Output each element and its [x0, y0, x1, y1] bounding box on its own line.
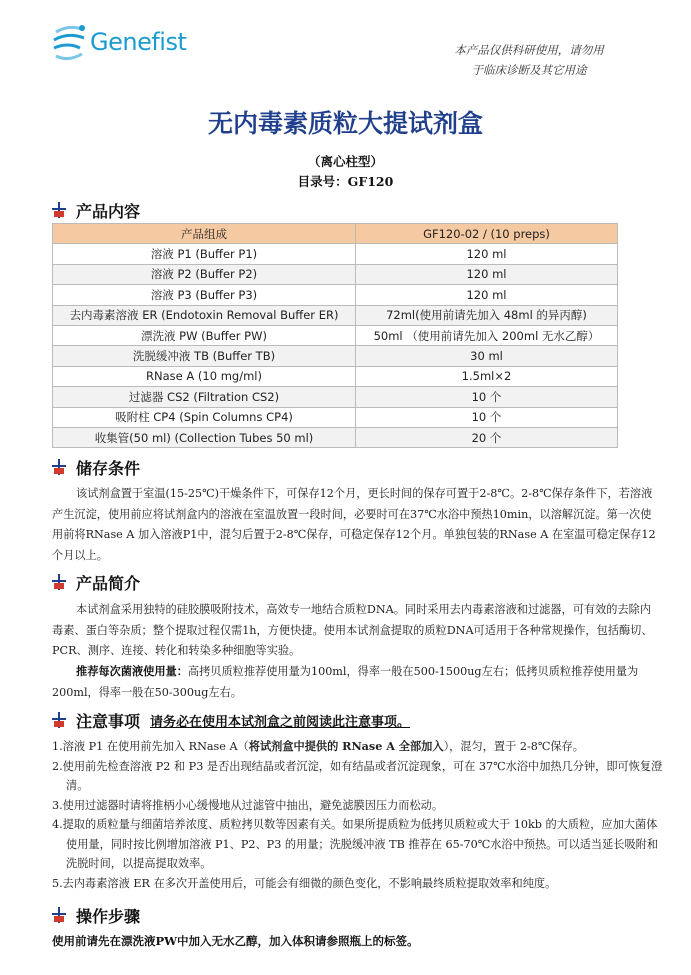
- page-header: [0, 0, 691, 90]
- intro-paragraph: [52, 600, 662, 662]
- research-use-notice: [429, 40, 629, 80]
- component-amount: 72ml(使用前请先加入 48ml 的异丙醇): [356, 305, 618, 325]
- table-row: [53, 366, 618, 386]
- procedure-note: 使用前请先在漂洗液PW中加入无水乙醇，加入体积请参照瓶上的标签。: [52, 934, 419, 948]
- note-text: 1.溶液 P1 在使用前先加入 RNase A（: [52, 740, 249, 753]
- page-subtitle: （离心柱型）: [307, 154, 383, 169]
- table-header-cell: 产品组成: [53, 224, 356, 244]
- section-contents-heading: [52, 199, 140, 221]
- component-name: 漂洗液 PW (Buffer PW): [53, 325, 356, 345]
- section-procedure-heading: [52, 904, 140, 926]
- table-row: [53, 264, 618, 284]
- list-item: [52, 796, 667, 816]
- note-text: 4.提取的质粒量与细菌培养浓度、质粒拷贝数等因素有关。如果所提质粒为低拷贝质粒或大于 10kb 的大质粒，应加大菌体使用量，同时按比例增加溶液 P1、P2、P3 的用量；洗脱缓冲液 TB 推荐在 65-70℃水浴中预热。可以适当延长吸附和洗脱时间，以提高提取效率。: [52, 818, 659, 870]
- product-contents-table: [52, 223, 618, 448]
- notice-line-2: 于临床诊断及其它用途: [471, 63, 587, 77]
- table-row: [53, 387, 618, 407]
- section-bullet-icon: [52, 202, 66, 218]
- note-bold-text: 将试剂盒中提供的 RNase A 全部加入: [248, 739, 444, 753]
- section-intro-heading: [52, 571, 140, 593]
- page-title: 无内毒素质粒大提试剂盒: [207, 109, 483, 138]
- logo-mark-icon: [50, 22, 90, 68]
- component-name: 溶液 P3 (Buffer P3): [53, 285, 356, 305]
- component-amount: 120 ml: [356, 244, 618, 264]
- component-name: 去内毒素溶液 ER (Endotoxin Removal Buffer ER): [53, 305, 356, 325]
- list-item: [52, 815, 667, 874]
- logo-text: Genefist: [90, 28, 187, 56]
- component-amount: 120 ml: [356, 264, 618, 284]
- table-row: [53, 244, 618, 264]
- usage-paragraph: [52, 661, 662, 703]
- component-name: 溶液 P1 (Buffer P1): [53, 244, 356, 264]
- table-row: [53, 407, 618, 427]
- list-item: [52, 874, 667, 894]
- list-item: [52, 737, 667, 757]
- section-storage-heading: [52, 456, 140, 478]
- note-text-end: ），混匀，置于 2-8℃保存。: [443, 740, 584, 753]
- genefist-logo: [50, 22, 200, 68]
- table-row: [53, 325, 618, 345]
- intro-text: 本试剂盒采用独特的硅胶膜吸附技术，高效专一地结合质粒DNA。同时采用去内毒素溶液和过滤器，可有效的去除内毒素、蛋白等杂质；整个提取过程仅需1h，方便快捷。使用本试剂盒提取的质粒DNA可适用于各种常规操作，包括酶切、PCR、测序、连接、转化和转染多种细胞等实验。: [52, 603, 653, 657]
- storage-text: 该试剂盒置于室温(15-25℃)干燥条件下，可保存12个月，更长时间的保存可置于2-8℃。2-8℃保存条件下，若溶液产生沉淀，使用前应将试剂盒内的溶液在室温放置一段时间，必要时可在37℃水浴中预热10min，以溶解沉淀。第一次使用前将RNase A 加入溶液P1中，混匀后置于2-8℃保存，可稳定保存12个月。单独包装的RNase A 在室温可稳定保存12个月以上。: [52, 487, 656, 562]
- component-name: 收集管(50 ml) (Collection Tubes 50 ml): [53, 427, 356, 447]
- section-storage-title: 储存条件: [76, 458, 141, 478]
- notice-line-1: 本产品仅供科研使用，请勿用: [454, 43, 604, 57]
- table-row: [53, 427, 618, 447]
- storage-paragraph: [52, 484, 662, 566]
- section-bullet-icon: [52, 907, 66, 923]
- section-procedure-title: 操作步骤: [76, 906, 141, 926]
- section-bullet-icon: [52, 712, 66, 728]
- table-row: [53, 305, 618, 325]
- section-contents-title: 产品内容: [76, 201, 141, 221]
- section-notes-title: 注意事项: [76, 711, 141, 731]
- component-name: 溶液 P2 (Buffer P2): [53, 264, 356, 284]
- section-bullet-icon: [52, 459, 66, 475]
- table-header-cell: GF120-02 / (10 preps): [356, 224, 618, 244]
- usage-text: 高拷贝质粒推荐使用量为100ml，得率一般在500-1500ug左右；低拷贝质粒推荐使用量为200ml，得率一般在50-300ug左右。: [52, 665, 639, 699]
- note-text: 5.去内毒素溶液 ER 在多次开盖使用后，可能会有细微的颜色变化，不影响最终质粒提取效率和纯度。: [52, 876, 557, 890]
- notes-list: [52, 737, 667, 893]
- usage-label: 推荐每次菌液使用量：: [76, 664, 188, 678]
- note-text: 3.使用过滤器时请将推柄小心缓慢地从过滤管中抽出，避免滤膜因压力而松动。: [52, 798, 444, 812]
- component-amount: 1.5ml×2: [356, 366, 618, 386]
- component-amount: 50ml （使用前请先加入 200ml 无水乙醇）: [356, 325, 618, 345]
- catalog-number: 目录号：GF120: [297, 174, 394, 189]
- component-amount: 30 ml: [356, 346, 618, 366]
- table-row: [53, 346, 618, 366]
- component-amount: 120 ml: [356, 285, 618, 305]
- component-name: RNase A (10 mg/ml): [53, 366, 356, 386]
- component-name: 吸附柱 CP4 (Spin Columns CP4): [53, 407, 356, 427]
- section-bullet-icon: [52, 574, 66, 590]
- component-amount: 10 个: [356, 407, 618, 427]
- list-item: [52, 757, 667, 796]
- table-header-row: [53, 224, 618, 244]
- section-intro-title: 产品简介: [76, 573, 141, 593]
- section-notes-heading: [52, 709, 410, 731]
- component-amount: 20 个: [356, 427, 618, 447]
- table-row: [53, 285, 618, 305]
- note-text: 2.使用前先检查溶液 P2 和 P3 是否出现结晶或者沉淀，如有结晶或者沉淀现象，可在 37℃水浴中加热几分钟，即可恢复澄清。: [52, 759, 663, 792]
- component-amount: 10 个: [356, 387, 618, 407]
- component-name: 过滤器 CS2 (Filtration CS2): [53, 387, 356, 407]
- notes-warning: 请务必在使用本试剂盒之前阅读此注意事项。: [150, 714, 411, 730]
- component-name: 洗脱缓冲液 TB (Buffer TB): [53, 346, 356, 366]
